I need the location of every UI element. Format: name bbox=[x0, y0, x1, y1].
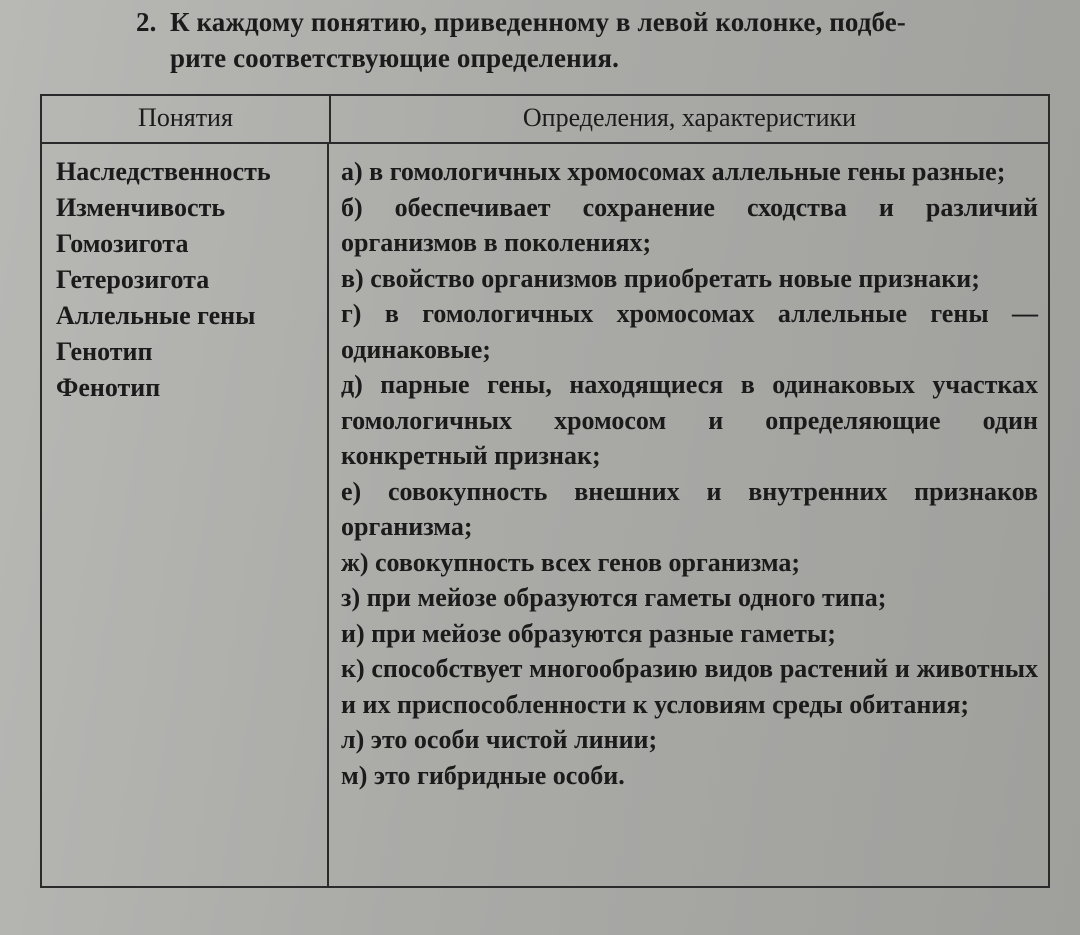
concept-item: Наследственность bbox=[56, 157, 271, 186]
table-body bbox=[42, 144, 1048, 888]
header-definitions: Определения, характеристики bbox=[522, 103, 857, 132]
concept-item: Аллельные гены bbox=[56, 301, 256, 330]
concept-item: Гетерозигота bbox=[56, 265, 210, 294]
definition-item: к) способствует многообразию видов растений и животных и их приспособленности к условиям среды обитания; bbox=[341, 654, 1038, 719]
definition-item: д) парные гены, находящиеся в одинаковых участках гомологичных хромосом и определяющие один конкретный признак; bbox=[341, 370, 1038, 470]
definition-item: и) при мейозе образуются разные гаметы; bbox=[341, 618, 836, 648]
concept-item: Гомозигота bbox=[56, 229, 189, 258]
table-header bbox=[42, 96, 1048, 144]
matching-table bbox=[40, 94, 1050, 888]
definition-item: з) при мейозе образуются гаметы одного типа; bbox=[341, 583, 887, 612]
task-text-line-2: рите соответствующие определения. bbox=[170, 43, 619, 73]
concept-item: Изменчивость bbox=[56, 193, 226, 222]
definitions-column bbox=[329, 144, 1048, 888]
task-number: 2. bbox=[136, 7, 157, 37]
concept-item: Генотип bbox=[56, 337, 153, 366]
definition-item: в) свойство организмов приобретать новые признаки; bbox=[341, 263, 980, 293]
definition-item: м) это гибридные особи. bbox=[341, 760, 625, 790]
definition-item: л) это особи чистой линии; bbox=[341, 725, 658, 754]
definition-item: б) обеспечивает сохранение сходства и различий организмов в поколениях; bbox=[341, 192, 1038, 257]
task-text-line-1: К каждому понятию, приведенному в левой колонке, подбе- bbox=[170, 7, 906, 37]
definition-item: е) совокупность внешних и внутренних признаков организма; bbox=[341, 476, 1038, 541]
task-statement bbox=[136, 4, 1066, 76]
definition-item: а) в гомологичных хромосомах аллельные гены разные; bbox=[341, 157, 1006, 186]
definition-item: г) в гомологичных хромосомах аллельные гены — одинаковые; bbox=[341, 299, 1038, 364]
concepts-column bbox=[42, 144, 329, 888]
definition-item: ж) совокупность всех генов организма; bbox=[341, 547, 801, 577]
concept-item: Фенотип bbox=[56, 373, 161, 402]
header-concepts: Понятия bbox=[42, 96, 331, 142]
